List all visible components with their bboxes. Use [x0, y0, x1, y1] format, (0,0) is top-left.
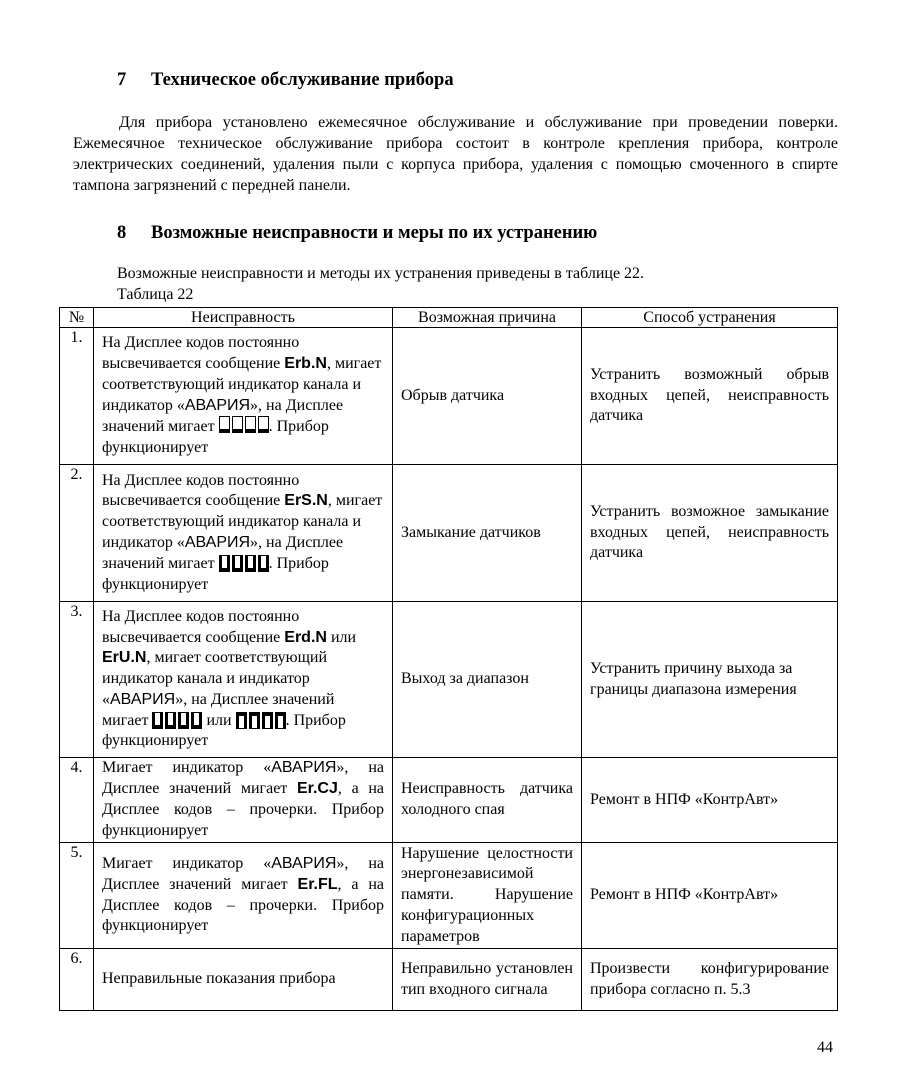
segment-display-icon: [219, 416, 269, 433]
row-number: 5.: [60, 843, 94, 949]
table-row: [60, 949, 838, 1011]
segment-display-icon: [236, 712, 286, 729]
cause-cell: Неправильно установлен тип входного сигнала: [393, 949, 582, 1011]
header-remedy: Способ устранения: [582, 308, 838, 328]
table-row: [60, 602, 838, 758]
cause-cell: Нарушение целостности энергонезависимой памяти. Нарушение конфигурационных параметров: [393, 843, 582, 949]
fault-cell: Мигает индикатор «АВАРИЯ», на Дисплее значений мигает Er.CJ, а на Дисплее кодов – прочерки. Прибор функционирует: [94, 758, 393, 843]
alarm-label: АВАРИЯ: [110, 690, 176, 708]
section-8-intro: Возможные неисправности и методы их устранения приведены в таблице 22.: [117, 265, 645, 282]
cause-cell: Неисправность датчика холодного спая: [393, 758, 582, 843]
table-row: [60, 758, 838, 843]
row-number: 1.: [60, 328, 94, 465]
alarm-label: АВАРИЯ: [184, 396, 251, 414]
cause-cell: Замыкание датчиков: [393, 465, 582, 602]
alarm-label: АВАРИЯ: [271, 759, 337, 777]
cause-cell: Обрыв датчика: [393, 328, 582, 465]
error-code: Erd.N: [284, 628, 327, 646]
fault-cell: Мигает индикатор «АВАРИЯ», на Дисплее значений мигает Er.FL, а на Дисплее кодов – прочерки. Прибор функционирует: [94, 843, 393, 949]
header-fault: Неисправность: [94, 308, 393, 328]
cause-cell: Выход за диапазон: [393, 602, 582, 758]
row-number: 6.: [60, 949, 94, 1011]
table-header-row: [60, 308, 838, 328]
section-7-paragraph: Для прибора установлено ежемесячное обслуживание и обслуживание при проведении поверки. Ежемесячное техническое обслуживание прибора состоит в контроле крепления прибора, контроле электрических соединений, удаления пыли с корпуса прибора, удаления с помощью смоченного в спирте тампона загрязнений с передней панели.: [73, 114, 838, 194]
table-row: [60, 328, 838, 465]
table-row: [60, 465, 838, 602]
error-code: Erb.N: [284, 354, 327, 372]
error-code: Er.CJ: [296, 780, 338, 798]
fault-cell: Неправильные показания прибора: [94, 949, 393, 1011]
segment-display-icon: [219, 555, 269, 572]
section-number: 7: [117, 70, 127, 90]
header-cause: Возможная причина: [393, 308, 582, 328]
fault-cell: На Дисплее кодов постоянно высвечивается сообщение ErS.N, мигает соответствующий индикатор канала и индикатор «АВАРИЯ», на Дисплее значений мигает . Прибор функционирует: [94, 465, 393, 602]
section-8-heading: [117, 223, 597, 244]
alarm-label: АВАРИЯ: [184, 534, 251, 551]
error-code: ErS.N: [284, 492, 328, 510]
remedy-cell: Ремонт в НПФ «КонтрАвт»: [582, 758, 838, 843]
table-caption: Таблица 22: [117, 286, 194, 303]
header-number: №: [60, 308, 94, 328]
remedy-cell: Ремонт в НПФ «КонтрАвт»: [582, 843, 838, 949]
section-title: Техническое обслуживание прибора: [151, 70, 454, 90]
section-title: Возможные неисправности и меры по их устранению: [151, 223, 598, 243]
remedy-cell: Устранить возможный обрыв входных цепей, неисправность датчика: [582, 328, 838, 465]
alarm-label: АВАРИЯ: [271, 854, 337, 872]
row-number: 3.: [60, 602, 94, 758]
section-number: 8: [117, 223, 127, 243]
table-row: [60, 843, 838, 949]
row-number: 2.: [60, 465, 94, 602]
page-number: 44: [817, 1039, 833, 1056]
remedy-cell: Устранить причину выхода за границы диапазона измерения: [582, 602, 838, 758]
error-code: Er.FL: [297, 875, 338, 893]
error-code: ErU.N: [102, 649, 147, 667]
remedy-cell: Устранить возможное замыкание входных цепей, неисправность датчика: [582, 465, 838, 602]
segment-display-icon: [152, 712, 202, 729]
fault-cell: На Дисплее кодов постоянно высвечивается сообщение Erb.N, мигает соответствующий индикатор канала и индикатор «АВАРИЯ», на Дисплее значений мигает . Прибор функционирует: [94, 328, 393, 465]
faults-table: [59, 307, 838, 1011]
remedy-cell: Произвести конфигурирование прибора согласно п. 5.3: [582, 949, 838, 1011]
section-7-heading: [117, 70, 454, 91]
row-number: 4.: [60, 758, 94, 843]
fault-cell: На Дисплее кодов постоянно высвечивается сообщение Erd.N или ErU.N, мигает соответствующий индикатор канала и индикатор «АВАРИЯ», на Дисплее значений мигает или . Прибор функционирует: [94, 602, 393, 758]
